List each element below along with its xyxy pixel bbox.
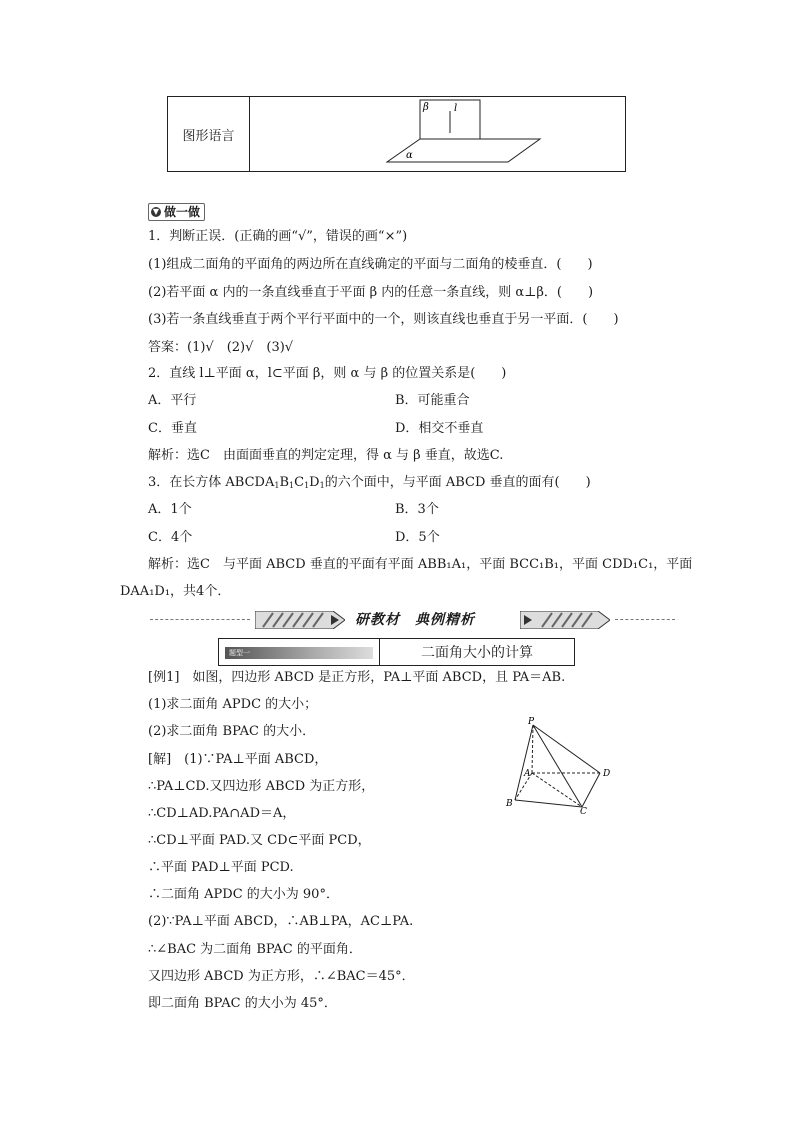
q1-answer: 答案：(1)√ (2)√ (3)√ — [148, 340, 294, 355]
banner-title: 研教材 典例精析 — [355, 612, 475, 628]
beta-label: β — [423, 102, 429, 113]
example-line-1: [例1] 如图，四边形 ABCD 是正方形，PA⊥平面 ABCD，且 PA＝AB. — [148, 670, 566, 685]
q2-option-b: B．可能重合 — [395, 393, 470, 408]
q2-analysis: 解析：选C 由面面垂直的判定定理，得 α 与 β 垂直，故选C. — [148, 448, 504, 463]
section-header — [218, 638, 575, 666]
section-tag: 题型一 — [225, 647, 373, 659]
example-line-9: ∴二面角 APDC 的大小为 90°． — [148, 887, 339, 902]
l-label: l — [454, 103, 458, 114]
table-label: 图形语言 — [168, 97, 250, 171]
section-title: 二面角大小的计算 — [421, 645, 533, 661]
perpendicular-planes-figure — [250, 97, 625, 171]
q1-item-3: (3)若一条直线垂直于两个平行平面中的一个，则该直线也垂直于另一平面．( ) — [148, 312, 619, 327]
q3-option-d: D．5个 — [395, 530, 440, 545]
q3-option-b: B．3个 — [395, 502, 439, 517]
example-line-13: 即二面角 BPAC 的大小为 45°． — [148, 996, 337, 1011]
q3-analysis-line-2: DAA₁D₁，共4个． — [120, 584, 231, 599]
q2-option-a: A．平行 — [148, 393, 197, 408]
practice-badge — [148, 203, 205, 221]
q2-option-c: C．垂直 — [148, 421, 197, 436]
example-line-6: ∴CD⊥AD.PA∩AD＝A， — [148, 806, 296, 821]
q1-item-2: (2)若平面 α 内的一条直线垂直于平面 β 内的任意一条直线，则 α⊥β．( ) — [148, 285, 594, 300]
q3-analysis-line-1: 解析：选C 与平面 ABCD 垂直的平面有平面 ABB₁A₁，平面 BCC₁B₁，平面 CDD₁C₁，平面 — [148, 557, 693, 572]
example-line-5: ∴PA⊥CD.又四边形 ABCD 为正方形， — [148, 779, 375, 794]
example-line-8: ∴平面 PAD⊥平面 PCD. — [148, 860, 294, 875]
practice-badge-title: 做一做 — [164, 205, 201, 219]
vertex-p-label: P — [528, 717, 535, 727]
example-line-7: ∴CD⊥平面 PAD.又 CD⊂平面 PCD， — [148, 833, 371, 848]
banner-right-arrow-icon — [520, 611, 610, 629]
banner-left-arrow-icon — [255, 611, 345, 629]
vertex-a-label: A — [524, 769, 531, 779]
q2-stem: 2．直线 l⊥平面 α，l⊂平面 β，则 α 与 β 的位置关系是( ) — [148, 366, 507, 381]
example-line-2: (1)求二面角 APDC 的大小； — [148, 697, 318, 712]
pyramid-figure — [500, 715, 620, 815]
q3-option-a: A．1个 — [148, 502, 192, 517]
section-banner — [150, 610, 675, 630]
q3-stem: 3．在长方体 $ABCDA_1B_1C_1D_1$的六个面中，与平面 ABCD 垂直的面有( ) — [148, 475, 591, 490]
example-line-3: (2)求二面角 BPAC 的大小． — [148, 724, 316, 739]
q1-item-1: (1)组成二面角的平面角的两边所在直线确定的平面与二面角的棱垂直．( ) — [148, 257, 593, 272]
example-line-10: (2)∵PA⊥平面 ABCD，∴AB⊥PA，AC⊥PA. — [148, 914, 414, 929]
vertex-b-label: B — [506, 799, 513, 809]
vertex-d-label: D — [603, 769, 611, 779]
q2-option-d: D．相交不垂直 — [395, 421, 484, 436]
example-line-11: ∴∠BAC 为二面角 BPAC 的平面角． — [148, 942, 362, 957]
q3-option-c: C．4个 — [148, 530, 193, 545]
q1-stem: 1．判断正误．(正确的画“√”，错误的画“×”) — [148, 229, 408, 244]
vertex-c-label: C — [580, 807, 587, 815]
chevron-down-icon: ▼ — [152, 207, 160, 216]
example-line-4: [解] (1)∵PA⊥平面 ABCD， — [148, 752, 328, 767]
example-line-12: 又四边形 ABCD 为正方形，∴∠BAC＝45°． — [148, 969, 415, 984]
figure-language-table — [167, 96, 626, 172]
alpha-label: α — [406, 150, 413, 161]
